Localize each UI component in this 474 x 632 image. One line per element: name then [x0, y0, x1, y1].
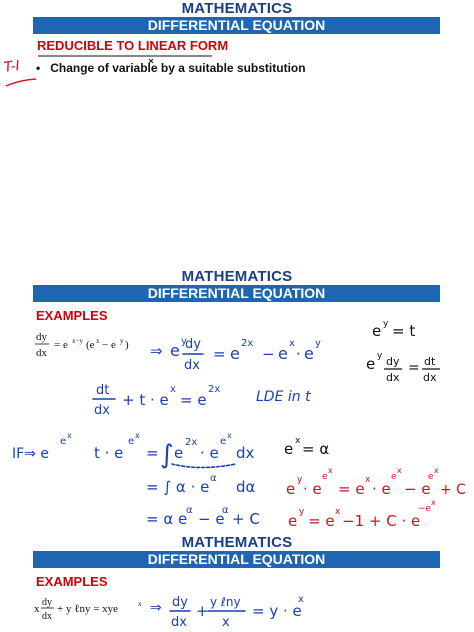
- svg-text:e: e: [286, 480, 296, 498]
- section-banner: DIFFERENTIAL EQUATION: [33, 285, 440, 302]
- svg-text:x: x: [295, 436, 301, 446]
- svg-text:e: e: [220, 436, 227, 447]
- svg-text:e: e: [366, 355, 376, 373]
- hw-step-4: [146, 473, 256, 496]
- svg-text:dx: dx: [236, 444, 255, 462]
- svg-text:dy: dy: [386, 355, 400, 368]
- svg-text:x: x: [434, 466, 439, 475]
- svg-text:dα: dα: [236, 478, 256, 496]
- svg-text:= α e: = α e: [146, 510, 188, 528]
- svg-text:= e: = e: [54, 339, 68, 351]
- svg-text:=: =: [213, 345, 226, 363]
- hw-step-3: [94, 431, 329, 470]
- hw-step-1: [150, 336, 321, 373]
- svg-text:· e: · e: [303, 480, 322, 498]
- hw-step-5: [146, 505, 260, 528]
- svg-text:e: e: [288, 512, 298, 530]
- hw-integrating-factor: [12, 431, 72, 462]
- hw-substitution: [366, 319, 440, 384]
- svg-text:dy: dy: [172, 595, 188, 610]
- section-heading: REDUCIBLE TO LINEAR FORM: [37, 38, 229, 53]
- svg-text:e: e: [128, 436, 135, 447]
- svg-text:= ∫ α · e: = ∫ α · e: [146, 478, 210, 496]
- svg-text:(e: (e: [86, 339, 95, 351]
- svg-text:= y · e: = y · e: [252, 602, 302, 620]
- svg-text:y: y: [377, 351, 383, 361]
- svg-text:dt: dt: [424, 355, 436, 368]
- svg-text:α: α: [210, 473, 217, 484]
- svg-text:x: x: [298, 594, 304, 605]
- svg-text:∫: ∫: [160, 440, 174, 470]
- brand-title: MATHEMATICS: [181, 534, 293, 551]
- svg-text:=: =: [146, 444, 159, 462]
- svg-text:dx: dx: [184, 358, 200, 373]
- svg-text:dx: dx: [94, 403, 110, 418]
- svg-text:x: x: [170, 384, 176, 395]
- svg-text:y: y: [181, 336, 187, 347]
- svg-text:+ t · e: + t · e: [122, 391, 169, 409]
- slide-2: [0, 268, 474, 538]
- svg-text:· e: · e: [372, 480, 391, 498]
- svg-text:x: x: [431, 498, 436, 507]
- svg-text:2x: 2x: [241, 338, 254, 349]
- bullet-text: Change of variable by a suitable substitution: [50, 61, 306, 75]
- svg-text:dt: dt: [96, 383, 110, 398]
- svg-text:+ C: + C: [232, 510, 260, 528]
- svg-text:x: x: [34, 603, 40, 615]
- svg-text:dx: dx: [36, 347, 47, 359]
- svg-text:LDE in t: LDE in t: [256, 389, 311, 405]
- hw-red-1: [286, 466, 466, 498]
- svg-text:x: x: [227, 431, 232, 440]
- svg-text:e: e: [391, 472, 397, 482]
- svg-text:= e: = e: [180, 391, 207, 409]
- svg-text:·: ·: [296, 345, 301, 363]
- slide-3: [0, 534, 474, 632]
- svg-text:e: e: [284, 440, 294, 458]
- svg-text:α: α: [222, 505, 229, 516]
- svg-text:e: e: [428, 472, 434, 482]
- margin-note: T-I: [2, 57, 21, 77]
- svg-text:− e: − e: [404, 480, 431, 498]
- svg-text:y: y: [299, 507, 305, 517]
- svg-text:2x: 2x: [208, 384, 221, 395]
- svg-text:=: =: [408, 360, 420, 376]
- svg-text:x: x: [135, 431, 140, 440]
- bullet-item: [36, 61, 306, 75]
- svg-text:= t: = t: [392, 322, 416, 340]
- svg-text:· e: · e: [200, 444, 219, 462]
- svg-text:dy: dy: [36, 331, 47, 343]
- svg-text:− e: − e: [198, 510, 225, 528]
- svg-text:e: e: [174, 444, 184, 462]
- hw-step-2: [93, 383, 311, 418]
- svg-text:−e: −e: [418, 504, 432, 514]
- svg-text:y: y: [383, 319, 389, 329]
- svg-text:⇒: ⇒: [150, 342, 163, 360]
- svg-text:+: +: [196, 602, 209, 620]
- svg-text:α: α: [186, 505, 193, 516]
- svg-text:IF⇒ e: IF⇒ e: [12, 446, 49, 462]
- svg-text:x: x: [328, 466, 333, 475]
- svg-text:x−y: x−y: [72, 337, 83, 345]
- svg-text:x: x: [222, 615, 230, 630]
- svg-text:e: e: [170, 341, 180, 360]
- svg-text:x: x: [335, 507, 341, 517]
- svg-text:dx: dx: [42, 611, 52, 622]
- svg-text:dx: dx: [386, 371, 400, 384]
- section-heading: EXAMPLES: [36, 574, 108, 589]
- svg-text:dx: dx: [423, 371, 437, 384]
- hw-red-2: [288, 498, 436, 530]
- section-banner: DIFFERENTIAL EQUATION: [33, 17, 440, 34]
- svg-text:y: y: [315, 338, 321, 349]
- svg-text:e: e: [230, 344, 240, 363]
- slide-1: [0, 0, 474, 270]
- svg-text:x: x: [96, 337, 100, 345]
- svg-text:y ℓny: y ℓny: [210, 595, 241, 609]
- svg-text:y: y: [297, 475, 303, 485]
- svg-text:e: e: [372, 322, 382, 340]
- svg-text:x: x: [365, 475, 371, 485]
- svg-text:x: x: [67, 431, 72, 440]
- svg-text:= e: = e: [308, 512, 335, 530]
- handwritten-solution: [0, 534, 474, 632]
- svg-text:dx: dx: [171, 615, 187, 630]
- svg-text:−1 + C · e: −1 + C · e: [342, 512, 421, 530]
- svg-text:x: x: [138, 600, 142, 608]
- svg-text:t · e: t · e: [94, 444, 124, 462]
- svg-text:= e: = e: [338, 480, 365, 498]
- svg-text:dy: dy: [42, 597, 52, 608]
- svg-text:+ y ℓny = xye: + y ℓny = xye: [57, 603, 119, 615]
- brand-title: MATHEMATICS: [181, 268, 293, 285]
- margin-note-underline: [4, 76, 38, 90]
- svg-text:e: e: [304, 344, 314, 363]
- svg-text:e: e: [278, 344, 288, 363]
- section-banner: DIFFERENTIAL EQUATION: [33, 551, 440, 568]
- svg-text:y: y: [120, 337, 124, 345]
- svg-text:): ): [125, 339, 129, 351]
- handwritten-solution: [0, 268, 474, 538]
- svg-text:⇒: ⇒: [150, 600, 162, 616]
- svg-text:= α: = α: [302, 440, 330, 458]
- svg-text:+ C: + C: [440, 482, 466, 498]
- section-heading: EXAMPLES: [36, 308, 108, 323]
- bullet-mark: •: [36, 61, 41, 75]
- svg-text:e: e: [60, 436, 67, 447]
- svg-text:x: x: [397, 466, 402, 475]
- svg-text:− e: − e: [102, 339, 116, 351]
- svg-text:e: e: [322, 472, 328, 482]
- svg-text:x: x: [289, 338, 295, 349]
- svg-text:2x: 2x: [185, 437, 198, 448]
- svg-text:−: −: [262, 345, 275, 363]
- svg-text:dy: dy: [185, 337, 201, 352]
- brand-title: MATHEMATICS: [181, 0, 293, 17]
